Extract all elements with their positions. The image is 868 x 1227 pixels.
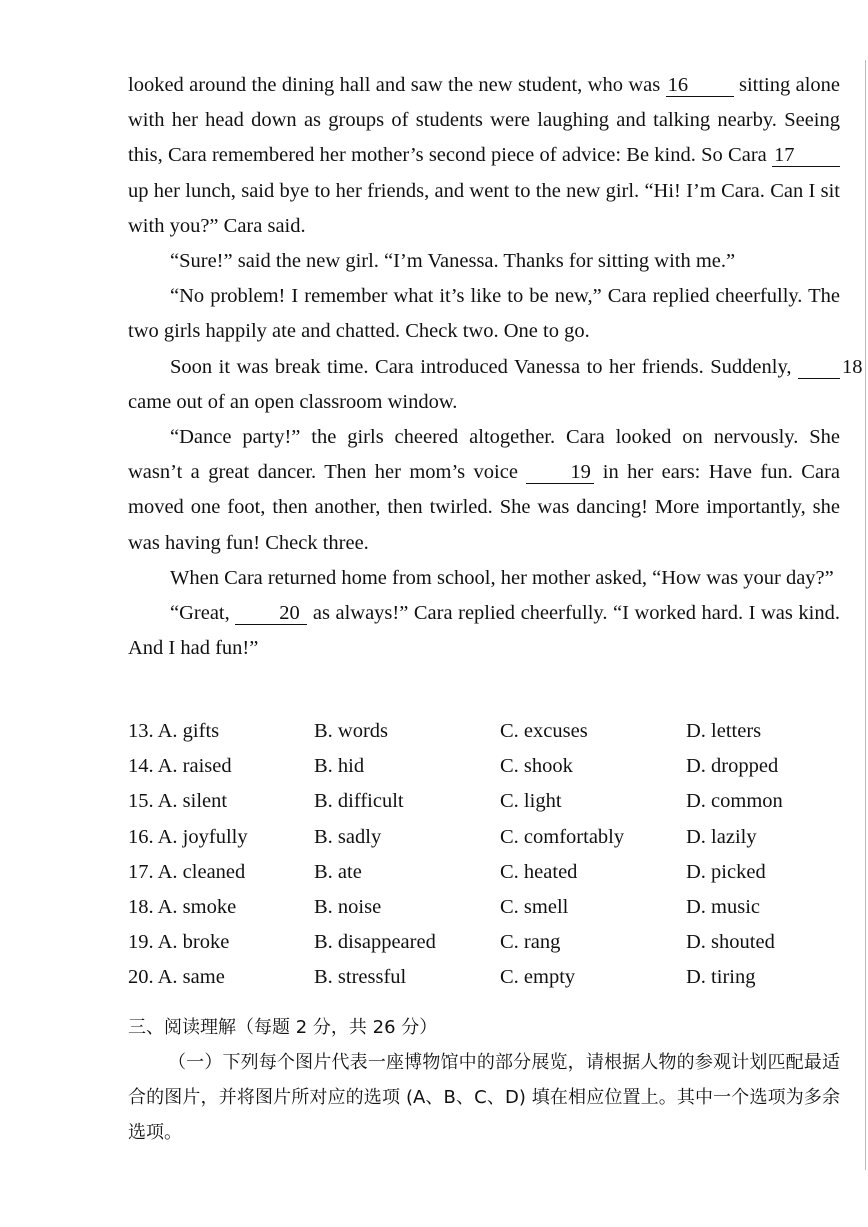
passage-text: up her lunch, said bye to her friends, and went to the new girl. “Hi! I’m Cara. Can I sit with you?” Cara said. <box>128 179 840 237</box>
question-15-options <box>128 784 848 819</box>
option-a[interactable]: 19. A. broke <box>128 931 230 954</box>
option-d[interactable]: D. picked <box>686 860 766 883</box>
section-heading: 三、阅读理解（每题 2 分，共 26 分） <box>128 1017 438 1038</box>
option-c[interactable]: C. empty <box>500 966 576 989</box>
option-a[interactable]: 14. A. raised <box>128 755 232 778</box>
passage-text: “Dance party!” the girls cheered altogether. Cara looked on nervously. She wasn’t a great dancer. Then her mom’s voice <box>128 426 840 484</box>
passage-text: came out of an open classroom window. <box>128 390 458 413</box>
option-b[interactable]: B. hid <box>314 755 365 778</box>
option-c[interactable]: C. shook <box>500 755 573 778</box>
option-c[interactable]: C. comfortably <box>500 825 625 848</box>
question-16-options <box>128 820 848 855</box>
section-instruction: （一）下列每个图片代表一座博物馆中的部分展览，请根据人物的参观计划匹配最适合的图片，并将图片所对应的选项 (A、B、C、D) 填在相应位置上。其中一个选项为多余选项。 <box>128 1052 840 1143</box>
passage-paragraph-4 <box>128 350 863 420</box>
option-c[interactable]: C. light <box>500 790 562 813</box>
option-a[interactable]: 20. A. same <box>128 966 225 989</box>
passage-text: Soon it was break time. Cara introduced Vanessa to her friends. Suddenly, <box>170 355 798 378</box>
option-d[interactable]: D. shouted <box>686 931 775 954</box>
option-c[interactable]: C. rang <box>500 931 561 954</box>
option-b[interactable]: B. words <box>314 720 389 742</box>
option-a[interactable]: 16. A. joyfully <box>128 825 248 848</box>
option-a[interactable]: 18. A. smoke <box>128 895 237 918</box>
question-13-options <box>128 714 848 749</box>
passage-paragraph-3: “No problem! I remember what it’s like to be new,” Cara replied cheerfully. The two girls happily ate and chatted. Check two. One to go. <box>128 285 840 343</box>
blank-20[interactable]: 20 <box>235 602 307 625</box>
passage-text: in her ears: Have fun. Cara moved one foot, then another, then twirled. She was dancing! More importantly, she was having fun! Check three. <box>128 461 840 554</box>
page-edge-rule <box>865 60 866 1170</box>
question-18-options <box>128 890 848 925</box>
option-b[interactable]: B. difficult <box>314 790 404 813</box>
option-a[interactable]: 17. A. cleaned <box>128 860 246 883</box>
option-d[interactable]: D. lazily <box>686 825 757 848</box>
passage-paragraph-6: When Cara returned home from school, her mother asked, “How was your day?” <box>170 566 834 589</box>
blank-18[interactable]: 18 <box>798 356 840 379</box>
passage-text: as always!” Cara replied cheerfully. “I worked hard. I was kind. And I had fun!” <box>128 602 840 660</box>
passage-paragraph-7 <box>128 596 840 666</box>
blank-17[interactable]: 17 <box>772 144 840 167</box>
blank-19[interactable]: 19 <box>526 461 594 484</box>
option-d[interactable]: D. common <box>686 790 783 813</box>
option-d[interactable]: D. letters <box>686 720 762 742</box>
passage-paragraph-2: “Sure!” said the new girl. “I’m Vanessa. Thanks for sitting with me.” <box>170 250 736 273</box>
option-b[interactable]: B. ate <box>314 860 362 883</box>
option-b[interactable]: B. stressful <box>314 966 407 989</box>
passage-text: sitting alone with her head down as groups of students were laughing and talking nearby. Seeing this, Cara remembered her mother’s second piece of advice: Be kind. So Cara <box>128 74 840 167</box>
cloze-passage <box>128 68 863 666</box>
option-c[interactable]: C. excuses <box>500 720 588 742</box>
option-a[interactable]: 13. A. gifts <box>128 720 220 742</box>
option-a[interactable]: 15. A. silent <box>128 790 228 813</box>
question-14-options <box>128 749 848 784</box>
option-d[interactable]: D. dropped <box>686 755 779 778</box>
blank-16[interactable]: 16 <box>666 74 734 97</box>
passage-paragraph-1 <box>128 68 840 244</box>
question-19-options <box>128 925 848 960</box>
reading-section <box>128 1010 840 1150</box>
passage-text: “Great, <box>170 602 236 625</box>
option-d[interactable]: D. music <box>686 895 761 918</box>
option-d[interactable]: D. tiring <box>686 966 756 989</box>
option-b[interactable]: B. sadly <box>314 825 382 848</box>
passage-paragraph-5 <box>128 420 840 561</box>
question-20-options <box>128 960 848 995</box>
answer-options <box>128 714 848 996</box>
passage-text: looked around the dining hall and saw the new student, who was <box>128 74 666 96</box>
option-c[interactable]: C. heated <box>500 860 578 883</box>
option-c[interactable]: C. smell <box>500 895 569 918</box>
option-b[interactable]: B. disappeared <box>314 931 436 954</box>
question-17-options <box>128 855 848 890</box>
option-b[interactable]: B. noise <box>314 895 382 918</box>
